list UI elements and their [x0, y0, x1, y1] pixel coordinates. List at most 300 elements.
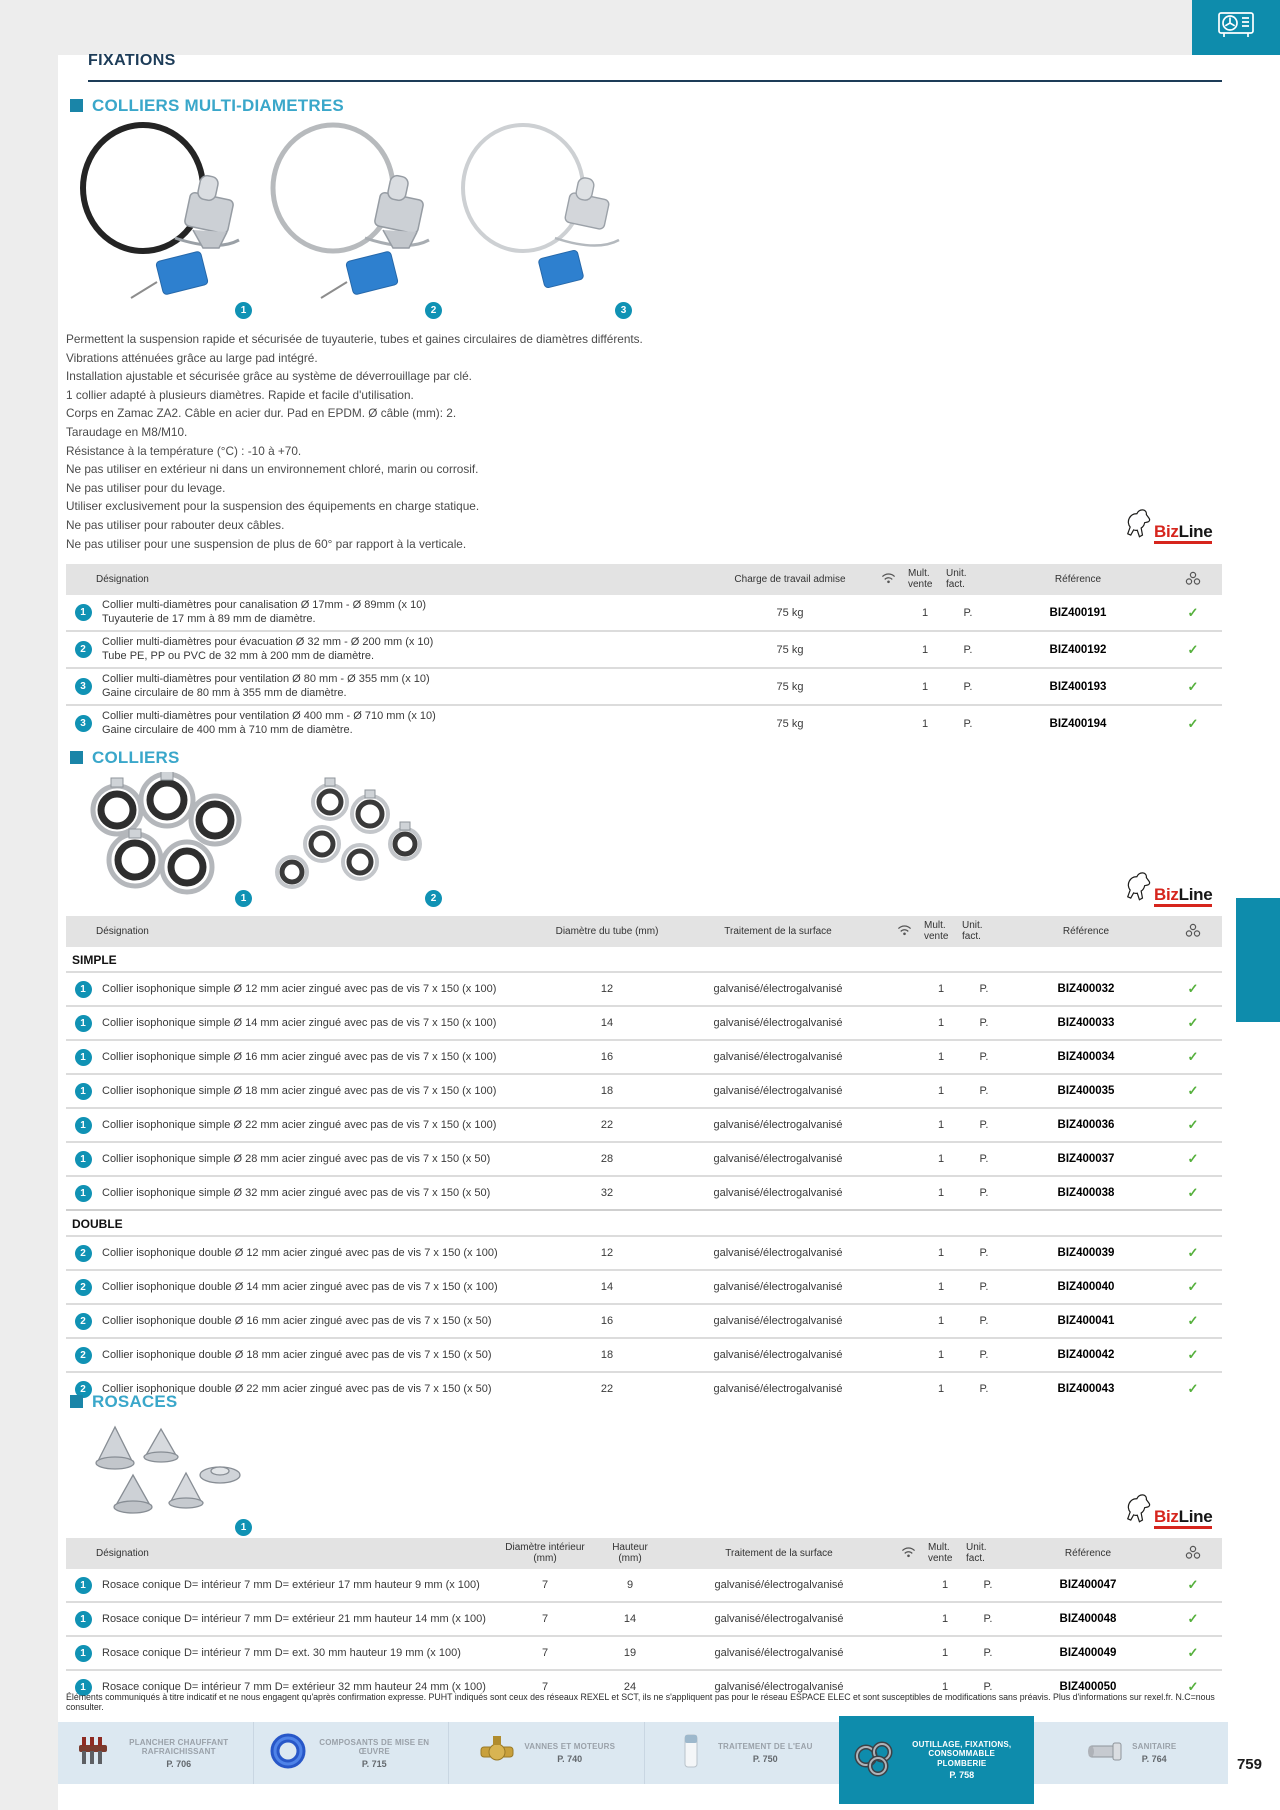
reference-cell: BIZ400039: [1008, 1236, 1164, 1270]
left-margin-strip: [0, 0, 58, 1810]
check-icon: ✓: [1187, 1611, 1199, 1626]
diameter-cell: 18: [544, 1338, 670, 1372]
bizline-logo: [1126, 1490, 1222, 1529]
item-number-badge: 3: [615, 302, 632, 319]
wifi-cell: [890, 1569, 926, 1602]
logo-underline: [1154, 1526, 1212, 1529]
availability-cell: [1164, 1006, 1222, 1040]
height-cell: 9: [626, 1579, 634, 1591]
mult-cell: 1: [906, 668, 944, 705]
check-icon: ✓: [1187, 1117, 1199, 1132]
row-badge-cell: [66, 668, 100, 705]
check-icon: ✓: [1187, 1083, 1199, 1098]
mult-cell: 1: [922, 1304, 960, 1338]
unit-cell: P.: [960, 1040, 1008, 1074]
item-number-badge: 1: [75, 1151, 92, 1168]
diameter-cell: 12: [544, 972, 670, 1006]
item-number-badge: 2: [75, 1279, 92, 1296]
logo-text-biz: Biz: [1154, 522, 1179, 541]
inner-diameter-cell: 7: [498, 1670, 592, 1703]
table-header-row: [66, 916, 1222, 947]
mult-cell: 1: [922, 1142, 960, 1176]
diameter-cell: 18: [544, 1074, 670, 1108]
wifi-cell: [870, 705, 906, 741]
check-icon: ✓: [1187, 1645, 1199, 1660]
logo-text-biz: Biz: [1154, 885, 1179, 904]
designation-cell: Collier isophonique simple Ø 22 mm acier zingué avec pas de vis 7 x 150 (x 100): [100, 1108, 544, 1142]
item-number-badge: 1: [75, 1083, 92, 1100]
check-icon: ✓: [1187, 1015, 1199, 1030]
logo-text-biz: Biz: [1154, 1507, 1179, 1526]
row-badge-cell: [66, 1074, 100, 1108]
row-badge-cell: [66, 972, 100, 1006]
wifi-cell: [886, 972, 922, 1006]
unit-cell: P.: [960, 972, 1008, 1006]
bear-icon: [1126, 505, 1152, 544]
charge-cell: 75 kg: [710, 631, 870, 668]
reference-cell: BIZ400032: [1008, 972, 1164, 1006]
charge-cell: 75 kg: [710, 668, 870, 705]
designation-cell: [100, 705, 710, 741]
unit-cell: P.: [964, 1636, 1012, 1670]
col-mult-vente: Mult. vente: [926, 1538, 964, 1569]
footer-item-page: P. 715: [361, 1758, 387, 1769]
item-number-badge: 1: [75, 1611, 92, 1628]
surface-cell: galvanisé/électrogalvanisé: [670, 972, 886, 1006]
group-label: DOUBLE: [66, 1210, 1222, 1236]
col-designation: Désignation: [66, 564, 710, 595]
table-row: [66, 1304, 1222, 1338]
category-tab-hvac[interactable]: [1192, 0, 1280, 55]
mult-cell: 1: [906, 705, 944, 741]
check-icon: ✓: [1187, 1381, 1199, 1396]
item-number-badge: 2: [75, 1347, 92, 1364]
designation-line1: Collier multi-diamètres pour canalisation Ø 17mm - Ø 89mm (x 10): [102, 599, 426, 611]
hvac-unit-icon: [1216, 9, 1256, 46]
reference-cell: BIZ400040: [1008, 1270, 1164, 1304]
water-cartridge-icon: [671, 1731, 711, 1776]
product-photo-cable-collar-1: [75, 116, 265, 308]
group-label: SIMPLE: [72, 953, 117, 967]
table-row: [66, 1006, 1222, 1040]
footer-item-label: TRAITEMENT DE L'EAU: [717, 1742, 813, 1752]
rosaces-table: [66, 1538, 1222, 1703]
table-row: [66, 1602, 1222, 1636]
availability-cell: [1164, 1372, 1222, 1405]
mult-cell: 1: [922, 1338, 960, 1372]
mult-cell: 1: [922, 1270, 960, 1304]
wifi-cell: [886, 1236, 922, 1270]
product-photo-colliers-double: [270, 772, 455, 902]
table-row: [66, 1636, 1222, 1670]
legal-footnote: Éléments communiqués à titre indicatif et ne nous engagent qu'après confirmation expresse. PUHT indiqués sont ceux des réseaux REXEL et SCT, ils ne s'appliquent pas pour le réseau ESPACE ELEC et sont susceptibles de modifications sans préavis. Plus d'informations sur rexel.fr. N.C=nous consulter.: [66, 1692, 1215, 1712]
table-row: [66, 1569, 1222, 1602]
diameter-cell: 22: [544, 1108, 670, 1142]
check-icon: ✓: [1187, 1577, 1199, 1592]
diameter-cell: 16: [544, 1040, 670, 1074]
logo-text-line: Line: [1178, 522, 1213, 541]
rosaces-product-images: [75, 1415, 295, 1540]
unit-cell: P.: [960, 1142, 1008, 1176]
col-surface: Traitement de la surface: [668, 1538, 890, 1569]
reference-cell: BIZ400033: [1008, 1006, 1164, 1040]
surface-cell: galvanisé/électrogalvanisé: [670, 1006, 886, 1040]
surface-cell: galvanisé/électrogalvanisé: [668, 1670, 890, 1703]
row-badge-cell: [66, 1236, 100, 1270]
footer-item-traitement-eau[interactable]: [644, 1722, 840, 1784]
description-line: Taraudage en M8/M10.: [66, 424, 188, 439]
inner-diameter-cell: 7: [498, 1602, 592, 1636]
inner-diameter-cell: 7: [498, 1636, 592, 1670]
item-number-badge: 1: [75, 981, 92, 998]
clamps-icon: [852, 1738, 896, 1783]
product-photo-colliers-simple: [75, 772, 260, 902]
wifi-cell: [890, 1636, 926, 1670]
charge-cell: 75 kg: [776, 606, 804, 619]
wifi-cell: [886, 1372, 922, 1405]
col-charge: Charge de travail admise: [710, 564, 870, 595]
description-line: Ne pas utiliser en extérieur ni dans un environnement chloré, marin ou corrosif.: [66, 462, 479, 477]
section-bullet-square: [70, 751, 83, 764]
check-icon: ✓: [1187, 1185, 1199, 1200]
surface-cell: galvanisé/électrogalvanisé: [670, 1304, 886, 1338]
reference-cell: BIZ400193: [992, 668, 1164, 705]
availability-cell: [1164, 1176, 1222, 1210]
valve-icon: [477, 1731, 517, 1776]
footer-item-label: COMPOSANTS DE MISE EN ŒUVRE: [319, 1737, 430, 1756]
item-number-badge: 1: [75, 1117, 92, 1134]
row-badge-cell: [66, 705, 100, 741]
designation-cell: Collier isophonique simple Ø 16 mm acier zingué avec pas de vis 7 x 150 (x 100): [100, 1040, 544, 1074]
footer-item-page: P. 764: [1141, 1753, 1167, 1764]
designation-line2: Tuyauterie de 17 mm à 89 mm de diamètre.: [102, 612, 316, 625]
designation-line1: Collier multi-diamètres pour évacuation Ø 32 mm - Ø 200 mm (x 10): [102, 636, 434, 648]
product-photo-cable-collar-3: [455, 116, 645, 308]
wifi-cell: [870, 668, 906, 705]
clover-icon: [1164, 916, 1222, 947]
item-number-badge: 1: [75, 1577, 92, 1594]
description-line: Utiliser exclusivement pour la suspension des équipements en charge statique.: [66, 499, 480, 514]
reference-cell: BIZ400038: [1008, 1176, 1164, 1210]
surface-cell: galvanisé/électrogalvanisé: [670, 1074, 886, 1108]
check-icon: ✓: [1187, 678, 1199, 694]
row-badge-cell: [66, 1270, 100, 1304]
unit-cell: P.: [960, 1304, 1008, 1338]
section-bullet-square: [70, 1395, 83, 1408]
row-badge-cell: [66, 595, 100, 631]
availability-cell: [1164, 1142, 1222, 1176]
section-bullet-square: [70, 99, 83, 112]
item-number-badge: 1: [75, 1679, 92, 1696]
designation-line2: Gaine circulaire de 80 mm à 355 mm de diamètre.: [102, 686, 347, 699]
description-line: Résistance à la température (°C) : -10 à +70.: [66, 443, 302, 458]
table-row: [66, 595, 1222, 631]
footer-item-page: P. 740: [557, 1753, 583, 1764]
check-icon: ✓: [1187, 715, 1199, 731]
table-header-row: [66, 1538, 1222, 1569]
bizline-logo: [1126, 505, 1222, 544]
footer-item-outillage-fixations-current[interactable]: [839, 1716, 1034, 1804]
logo-text-line: Line: [1178, 1507, 1213, 1526]
designation-cell: [100, 631, 710, 668]
wifi-icon: [886, 916, 922, 947]
unit-cell: P.: [960, 1270, 1008, 1304]
item-number-badge: 2: [75, 1245, 92, 1262]
designation-line1: Collier multi-diamètres pour ventilation Ø 80 mm - Ø 355 mm (x 10): [102, 673, 430, 685]
availability-cell: [1164, 595, 1222, 631]
diameter-cell: 32: [544, 1176, 670, 1210]
pipe-coil-icon: [268, 1731, 308, 1776]
check-icon: ✓: [1187, 1151, 1199, 1166]
mult-cell: 1: [926, 1602, 964, 1636]
multi-diametres-product-images: [75, 116, 675, 328]
wifi-cell: [886, 1040, 922, 1074]
wifi-cell: [890, 1602, 926, 1636]
surface-cell: galvanisé/électrogalvanisé: [668, 1602, 890, 1636]
unit-cell: P.: [963, 606, 973, 619]
group-label-row: [66, 1210, 1222, 1236]
item-number-badge: 2: [75, 1381, 92, 1398]
logo-underline: [1154, 541, 1212, 544]
table-row: [66, 1338, 1222, 1372]
reference-cell: BIZ400034: [1008, 1040, 1164, 1074]
colliers-product-images: [75, 772, 495, 912]
col-reference: Référence: [1012, 1538, 1164, 1569]
table-row: [66, 1270, 1222, 1304]
footer-item-sanitaire[interactable]: [1034, 1722, 1229, 1784]
designation-line2: Gaine circulaire de 400 mm à 710 mm de diamètre.: [102, 723, 353, 736]
col-reference: Référence: [992, 564, 1164, 595]
designation-cell: Rosace conique D= intérieur 7 mm D= extérieur 17 mm hauteur 9 mm (x 100): [102, 1579, 480, 1591]
designation-line1: Collier multi-diamètres pour ventilation Ø 400 mm - Ø 710 mm (x 10): [102, 710, 436, 722]
availability-cell: [1164, 668, 1222, 705]
diameter-cell: 14: [544, 1006, 670, 1040]
wifi-icon: [890, 1538, 926, 1569]
footer-item-page: P. 706: [166, 1758, 192, 1769]
table-row: [66, 668, 1222, 705]
height-cell: 14: [592, 1602, 668, 1636]
check-icon: ✓: [1187, 1049, 1199, 1064]
bear-icon: [1126, 1490, 1152, 1529]
col-unit-fact: Unit. fact.: [944, 564, 992, 595]
reference-cell: BIZ400036: [1008, 1108, 1164, 1142]
item-number-badge: 1: [235, 890, 252, 907]
item-number-badge: 1: [75, 1049, 92, 1066]
designation-cell: Collier isophonique double Ø 16 mm acier zingué avec pas de vis 7 x 150 (x 50): [100, 1304, 544, 1338]
reference-cell: BIZ400192: [992, 631, 1164, 668]
col-unit-fact: Unit. fact.: [960, 916, 1008, 947]
item-number-badge: 1: [235, 1519, 252, 1536]
table-header-row: [66, 564, 1222, 595]
check-icon: ✓: [1187, 641, 1199, 657]
charge-cell: 75 kg: [710, 705, 870, 741]
wifi-cell: [886, 1006, 922, 1040]
diameter-cell: 16: [544, 1304, 670, 1338]
unit-cell: P.: [960, 1372, 1008, 1405]
mult-cell: 1: [922, 972, 960, 1006]
footer-item-label: OUTILLAGE, FIXATIONS, CONSOMMABLE PLOMBERIE: [912, 1739, 1012, 1768]
multi-diametres-table: [66, 564, 1222, 741]
group-label-row: [66, 947, 1222, 972]
reference-cell: BIZ400194: [992, 705, 1164, 741]
designation-line2: Tube PE, PP ou PVC de 32 mm à 200 mm de diamètre.: [102, 649, 375, 662]
reference-cell: BIZ400037: [1008, 1142, 1164, 1176]
mult-cell: 1: [926, 1670, 964, 1703]
reference-cell: BIZ400191: [1049, 606, 1107, 619]
row-badge-cell: [66, 1040, 100, 1074]
mult-cell: 1: [941, 1579, 949, 1591]
table-row: [66, 631, 1222, 668]
description-line: Ne pas utiliser pour rabouter deux câbles.: [66, 517, 285, 532]
availability-cell: [1164, 1040, 1222, 1074]
footer-item-label: PLANCHER CHAUFFANT RAFRAICHISSANT: [129, 1737, 229, 1756]
mult-cell: 1: [922, 1236, 960, 1270]
availability-cell: [1164, 972, 1222, 1006]
footer-item-label: SANITAIRE: [1132, 1742, 1177, 1752]
col-diametre-interieur: Diamètre intérieur (mm): [498, 1538, 592, 1569]
item-number-badge: 3: [75, 678, 92, 695]
designation-cell: Collier isophonique simple Ø 18 mm acier zingué avec pas de vis 7 x 150 (x 100): [100, 1074, 544, 1108]
footer-item-composants[interactable]: [253, 1722, 449, 1784]
unit-cell: P.: [944, 668, 992, 705]
wifi-cell: [886, 1108, 922, 1142]
unit-cell: P.: [960, 1006, 1008, 1040]
row-badge-cell: [66, 1142, 100, 1176]
table-row: [66, 1108, 1222, 1142]
reference-cell: BIZ400048: [1012, 1602, 1164, 1636]
reference-cell: BIZ400049: [1012, 1636, 1164, 1670]
table-row: [66, 1372, 1222, 1405]
unit-cell: P.: [960, 1108, 1008, 1142]
description-line: Vibrations atténuées grâce au large pad intégré.: [66, 350, 318, 365]
availability-cell: [1164, 631, 1222, 668]
col-unit-fact: Unit. fact.: [964, 1538, 1012, 1569]
col-mult-vente: Mult. vente: [922, 916, 960, 947]
designation-cell: Collier isophonique double Ø 14 mm acier zingué avec pas de vis 7 x 150 (x 100): [100, 1270, 544, 1304]
surface-cell: galvanisé/électrogalvanisé: [714, 1579, 844, 1591]
footer-item-plancher-chauffant[interactable]: [58, 1722, 253, 1784]
unit-cell: P.: [960, 1176, 1008, 1210]
surface-cell: galvanisé/électrogalvanisé: [670, 1236, 886, 1270]
surface-cell: galvanisé/électrogalvanisé: [670, 1040, 886, 1074]
mult-cell: 1: [922, 1372, 960, 1405]
diameter-cell: 12: [544, 1236, 670, 1270]
surface-cell: galvanisé/électrogalvanisé: [670, 1142, 886, 1176]
check-icon: ✓: [1187, 604, 1199, 620]
check-icon: ✓: [1187, 1679, 1199, 1694]
row-badge-cell: [66, 1569, 100, 1602]
row-badge-cell: [66, 1176, 100, 1210]
colliers-table: [66, 916, 1222, 1405]
designation-cell: Collier isophonique simple Ø 28 mm acier zingué avec pas de vis 7 x 150 (x 50): [100, 1142, 544, 1176]
check-icon: ✓: [1187, 981, 1199, 996]
row-badge-cell: [66, 1338, 100, 1372]
availability-cell: [1164, 1270, 1222, 1304]
mult-cell: 1: [922, 1040, 960, 1074]
mult-cell: 1: [922, 1176, 960, 1210]
table-row: [66, 972, 1222, 1006]
section-heading: ROSACES: [92, 1392, 178, 1411]
check-icon: ✓: [1187, 1245, 1199, 1260]
footer-item-page: P. 750: [752, 1753, 778, 1764]
mult-cell: 1: [926, 1636, 964, 1670]
footer-item-vannes[interactable]: [448, 1722, 644, 1784]
bear-icon: [1126, 868, 1152, 907]
item-number-badge: 1: [75, 604, 92, 621]
reference-cell: BIZ400041: [1008, 1304, 1164, 1338]
check-icon: ✓: [1187, 1313, 1199, 1328]
designation-cell: Collier isophonique double Ø 12 mm acier zingué avec pas de vis 7 x 150 (x 100): [100, 1236, 544, 1270]
reference-cell: BIZ400042: [1008, 1338, 1164, 1372]
availability-cell: [1164, 705, 1222, 741]
wifi-cell: [886, 1176, 922, 1210]
reference-cell: BIZ400035: [1008, 1074, 1164, 1108]
designation-cell: [100, 595, 710, 631]
logo-underline: [1154, 904, 1212, 907]
reference-cell: BIZ400043: [1008, 1372, 1164, 1405]
designation-cell: Rosace conique D= intérieur 7 mm D= ext. 30 mm hauteur 19 mm (x 100): [100, 1636, 498, 1670]
reference-cell: BIZ400047: [1059, 1579, 1117, 1591]
availability-cell: [1164, 1338, 1222, 1372]
item-number-badge: 2: [75, 641, 92, 658]
description-line: Corps en Zamac ZA2. Câble en acier dur. Pad en EPDM. Ø câble (mm): 2.: [66, 406, 457, 421]
table-row: [66, 705, 1222, 741]
surface-cell: galvanisé/électrogalvanisé: [668, 1636, 890, 1670]
item-number-badge: 3: [75, 715, 92, 732]
item-number-badge: 1: [75, 1185, 92, 1202]
row-badge-cell: [66, 1602, 100, 1636]
designation-cell: Rosace conique D= intérieur 7 mm D= extérieur 21 mm hauteur 14 mm (x 100): [100, 1602, 498, 1636]
surface-cell: galvanisé/électrogalvanisé: [670, 1108, 886, 1142]
section-heading: COLLIERS MULTI-DIAMETRES: [92, 96, 344, 115]
col-hauteur: Hauteur (mm): [592, 1538, 668, 1569]
reference-cell: BIZ400050: [1012, 1670, 1164, 1703]
item-number-badge: 1: [235, 302, 252, 319]
availability-cell: [1164, 1108, 1222, 1142]
surface-cell: galvanisé/électrogalvanisé: [670, 1176, 886, 1210]
wifi-cell: [870, 595, 906, 631]
clover-icon: [1164, 1538, 1222, 1569]
col-reference: Référence: [1008, 916, 1164, 947]
description-line: Installation ajustable et sécurisée grâce au système de déverrouillage par clé.: [66, 369, 472, 384]
designation-cell: [100, 668, 710, 705]
designation-cell: Collier isophonique simple Ø 12 mm acier zingué avec pas de vis 7 x 150 (x 100): [100, 972, 544, 1006]
row-badge-cell: [66, 631, 100, 668]
row-badge-cell: [66, 1636, 100, 1670]
check-icon: ✓: [1187, 1347, 1199, 1362]
designation-cell: Collier isophonique simple Ø 14 mm acier zingué avec pas de vis 7 x 150 (x 100): [100, 1006, 544, 1040]
table-row: [66, 1236, 1222, 1270]
section-side-tab[interactable]: [1236, 898, 1280, 1022]
section-colliers-title: [70, 748, 180, 768]
designation-cell: Rosace conique D= intérieur 7 mm D= extérieur 32 mm hauteur 24 mm (x 100): [100, 1670, 498, 1703]
col-surface: Traitement de la surface: [670, 916, 886, 947]
unit-cell: P.: [960, 1074, 1008, 1108]
inner-diameter-cell: 7: [541, 1579, 549, 1591]
mult-cell: 1: [922, 1006, 960, 1040]
description-line: Permettent la suspension rapide et sécurisée de tuyauterie, tubes et gaines circulaires de diamètres différents.: [66, 332, 643, 346]
mult-cell: 1: [921, 606, 929, 619]
page-number: 759: [1236, 1756, 1262, 1773]
availability-cell: [1164, 1636, 1222, 1670]
table-row: [66, 1074, 1222, 1108]
logo-text-line: Line: [1178, 885, 1213, 904]
wifi-cell: [886, 1304, 922, 1338]
section-multi-diametres-title: [70, 96, 344, 116]
diameter-cell: 22: [544, 1372, 670, 1405]
product-photo-rosaces: [75, 1415, 260, 1527]
designation-cell: Collier isophonique double Ø 22 mm acier zingué avec pas de vis 7 x 150 (x 50): [100, 1372, 544, 1405]
